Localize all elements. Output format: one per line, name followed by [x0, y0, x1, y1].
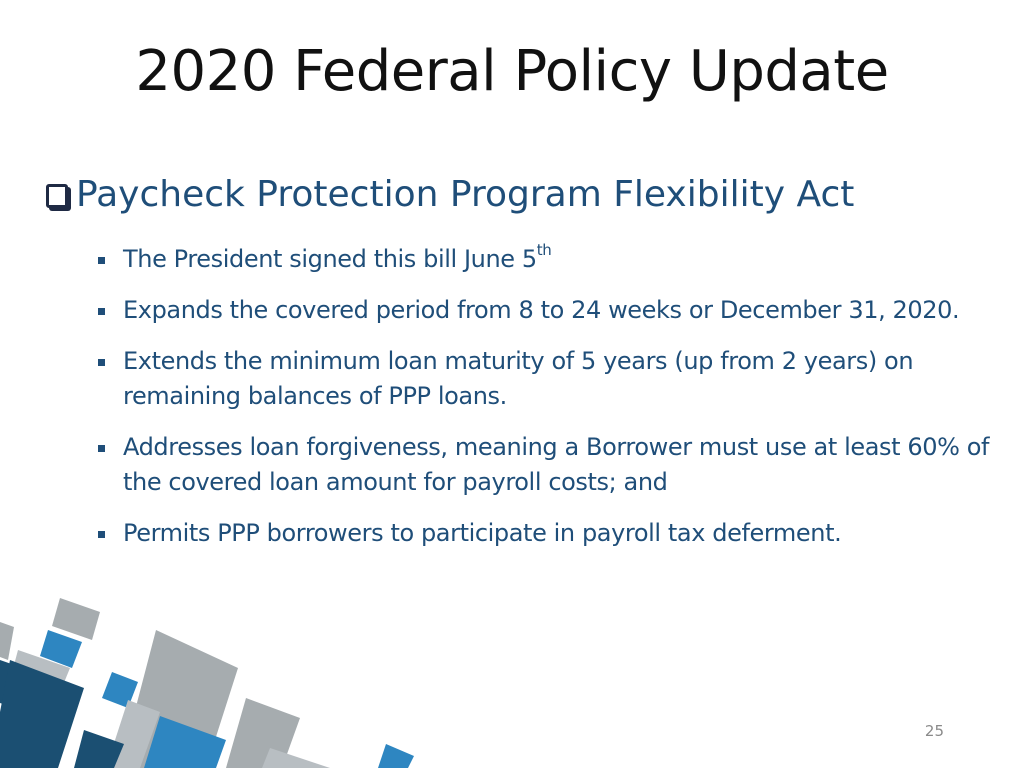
small-square-bullet-icon: [98, 308, 105, 315]
decor-blue-shape: [378, 744, 414, 768]
slide-title: 2020 Federal Policy Update: [135, 39, 889, 104]
page-number: 25: [924, 722, 944, 740]
list-item: [98, 242, 1010, 277]
bullet-text: Expands the covered period from 8 to 24 weeks or December 31, 2020.: [123, 296, 960, 324]
list-item: [98, 344, 1010, 414]
small-square-bullet-icon: [98, 531, 105, 538]
small-square-bullet-icon: [98, 359, 105, 366]
checkbox-square-icon: [46, 184, 68, 208]
list-item: [98, 516, 1010, 551]
decor-dark-shape: [0, 660, 84, 768]
list-item: [98, 430, 1010, 500]
bullet-text: The President signed this bill June 5: [123, 245, 537, 273]
decor-gray-shape: [52, 598, 100, 640]
decor-gray-shape: [0, 622, 14, 660]
section-heading: [46, 172, 854, 218]
bullet-text: Extends the minimum loan maturity of 5 years (up from 2 years) on remaining balances of PPP loans.: [123, 347, 914, 410]
list-item: [98, 293, 1010, 328]
small-square-bullet-icon: [98, 257, 105, 264]
bullet-text: Addresses loan forgiveness, meaning a Borrower must use at least 60% of the covered loan amount for payroll costs; and: [123, 433, 990, 496]
section-heading-text: Paycheck Protection Program Flexibility Act: [76, 174, 855, 215]
ordinal-superscript: th: [536, 241, 552, 259]
bullet-list: [98, 242, 1010, 567]
small-square-bullet-icon: [98, 445, 105, 452]
decor-gray-shape: [262, 748, 330, 768]
bullet-text: Permits PPP borrowers to participate in payroll tax deferment.: [123, 519, 842, 547]
